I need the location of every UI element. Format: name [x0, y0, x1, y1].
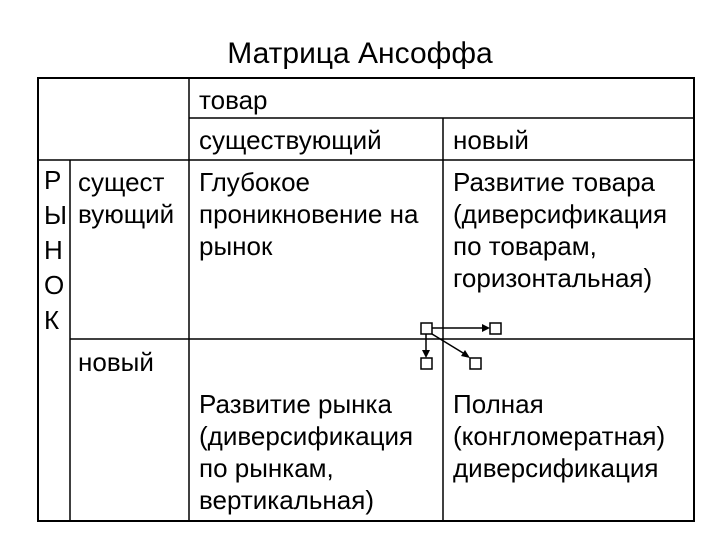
product-existing-header: существующий	[199, 125, 382, 155]
square-top-right	[490, 323, 501, 334]
market-vertical-label: Р Ы Н О К	[44, 165, 68, 335]
market-new-label: новый	[78, 347, 154, 377]
market-existing-label: сущест вующий	[78, 167, 175, 229]
square-bottom-right	[470, 358, 481, 369]
arrowhead-down	[422, 350, 430, 358]
cell-diversification: Полная (конгломератная) диверсификация	[453, 389, 666, 483]
arrowhead-diagonal	[461, 350, 470, 358]
square-bottom-left	[421, 358, 432, 369]
page-title: Матрица Ансоффа	[227, 37, 493, 70]
product-new-header: новый	[453, 125, 529, 155]
cell-market-penetration: Глубокое проникновение на рынок	[199, 167, 419, 261]
arrow-diagonal	[432, 334, 468, 356]
product-header-label: товар	[199, 85, 268, 115]
arrowhead-right	[482, 324, 490, 332]
cell-market-development: Развитие рынка (диверсификация по рынкам, вертикальная)	[199, 389, 414, 515]
square-top-left	[421, 323, 432, 334]
cell-product-development: Развитие товара (диверсификация по товарам, горизонтальная)	[453, 167, 668, 293]
